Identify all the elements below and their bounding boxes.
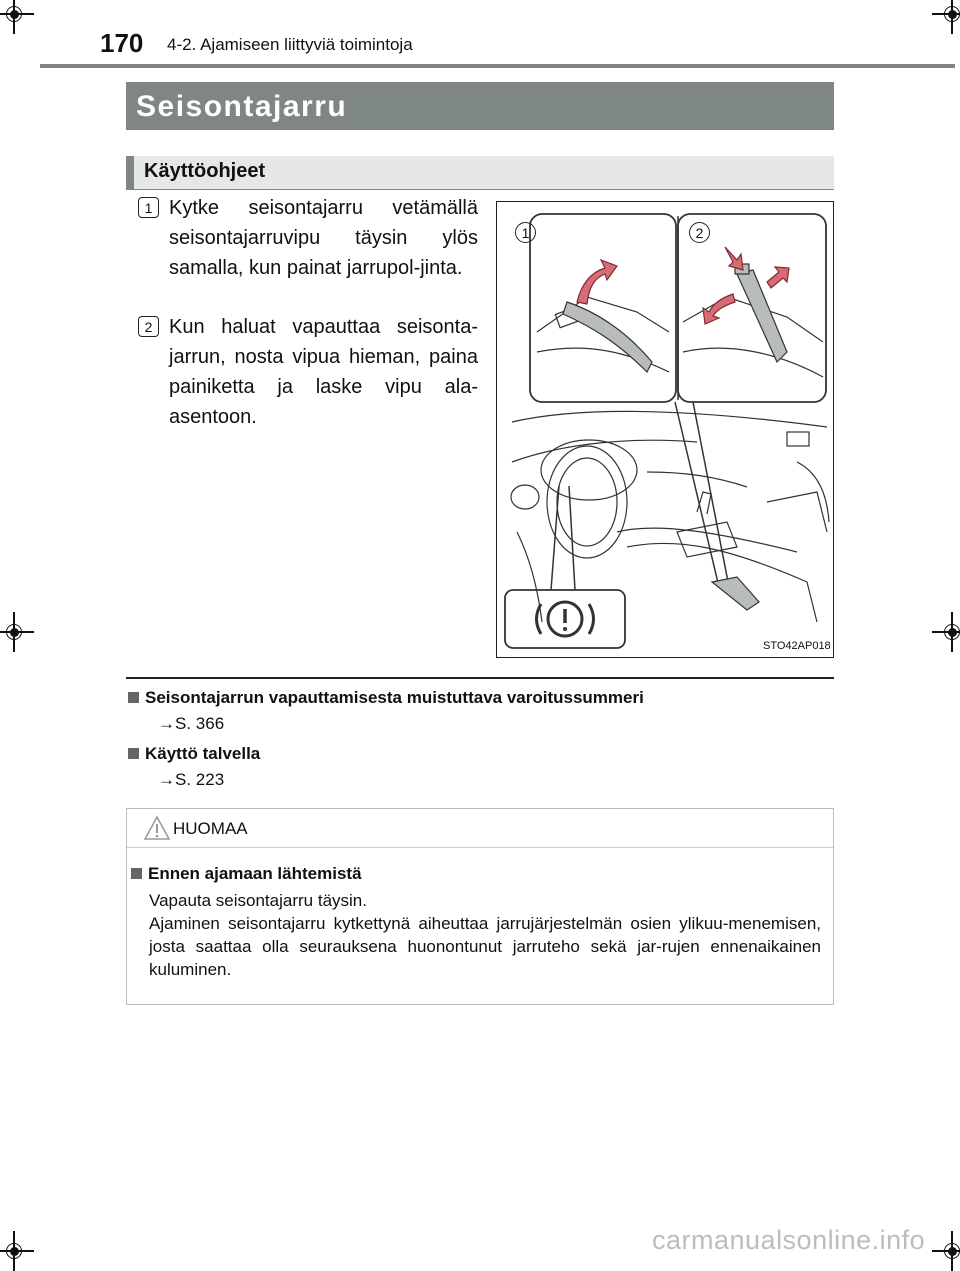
- callout-1: 1: [515, 222, 536, 243]
- note-1-title: [128, 688, 644, 708]
- registration-mark: [0, 618, 28, 646]
- registration-mark: [938, 618, 960, 646]
- warning-triangle-icon: [143, 815, 171, 841]
- caution-box: [126, 808, 834, 1005]
- note-2-ref[interactable]: →S. 223: [158, 770, 225, 789]
- bullet-square-icon: [131, 868, 142, 879]
- page-title: Seisontajarru: [136, 90, 348, 123]
- page-title-bar: [126, 82, 834, 130]
- step-2-text: Kun haluat vapauttaa seisonta-jarrun, nosta vipua hieman, paina painiketta ja laske vipu ala-asentoon.: [169, 316, 478, 428]
- registration-mark: [0, 0, 28, 28]
- caution-line-1: Vapauta seisontajarru täysin.: [149, 891, 367, 910]
- caution-text: [149, 889, 821, 981]
- header-rule: [40, 64, 955, 68]
- registration-mark: [0, 1237, 28, 1265]
- bullet-square-icon: [128, 748, 139, 759]
- note-2-title-text: Käyttö talvella: [145, 744, 261, 763]
- subsection-accent: [126, 156, 134, 190]
- page-number: 170: [100, 28, 144, 58]
- step-number-2: 2: [138, 316, 159, 337]
- bullet-square-icon: [128, 692, 139, 703]
- note-2-title: [128, 744, 260, 764]
- illustration-code: STO42AP018: [763, 640, 831, 652]
- parking-brake-illustration: [496, 201, 834, 658]
- watermark: carmanualsonline.info: [652, 1225, 926, 1255]
- registration-mark: [938, 0, 960, 28]
- section-path: 4-2. Ajamiseen liittyviä toimintoja: [167, 35, 413, 54]
- subsection-title: Käyttöohjeet: [144, 160, 266, 182]
- step-number-1: 1: [138, 197, 159, 218]
- registration-mark: [938, 1237, 960, 1265]
- caution-subtitle: [131, 864, 362, 884]
- illustration-drawing: [497, 202, 833, 657]
- caution-line-2: Ajaminen seisontajarru kytkettynä aiheuttaa jarrujärjestelmän osien ylikuu-menemisen, josta saattaa olla seurauksena huonontunut jarruteho sekä jar-rujen ennenaikainen kuluminen.: [149, 914, 821, 979]
- caution-subtitle-text: Ennen ajamaan lähtemistä: [148, 864, 362, 883]
- note-1-ref[interactable]: →S. 366: [158, 714, 225, 733]
- callout-2: 2: [689, 222, 710, 243]
- caution-heading: HUOMAA: [173, 819, 248, 838]
- caution-header: [127, 809, 833, 848]
- step-1-text: Kytke seisontajarru vetämällä seisontajarruvipu täysin ylös samalla, kun painat jarrupol-jinta.: [169, 197, 478, 279]
- subsection-bar: [126, 156, 834, 190]
- note-1-title-text: Seisontajarrun vapauttamisesta muistuttava varoitussummeri: [145, 688, 644, 707]
- section-divider: [126, 677, 834, 679]
